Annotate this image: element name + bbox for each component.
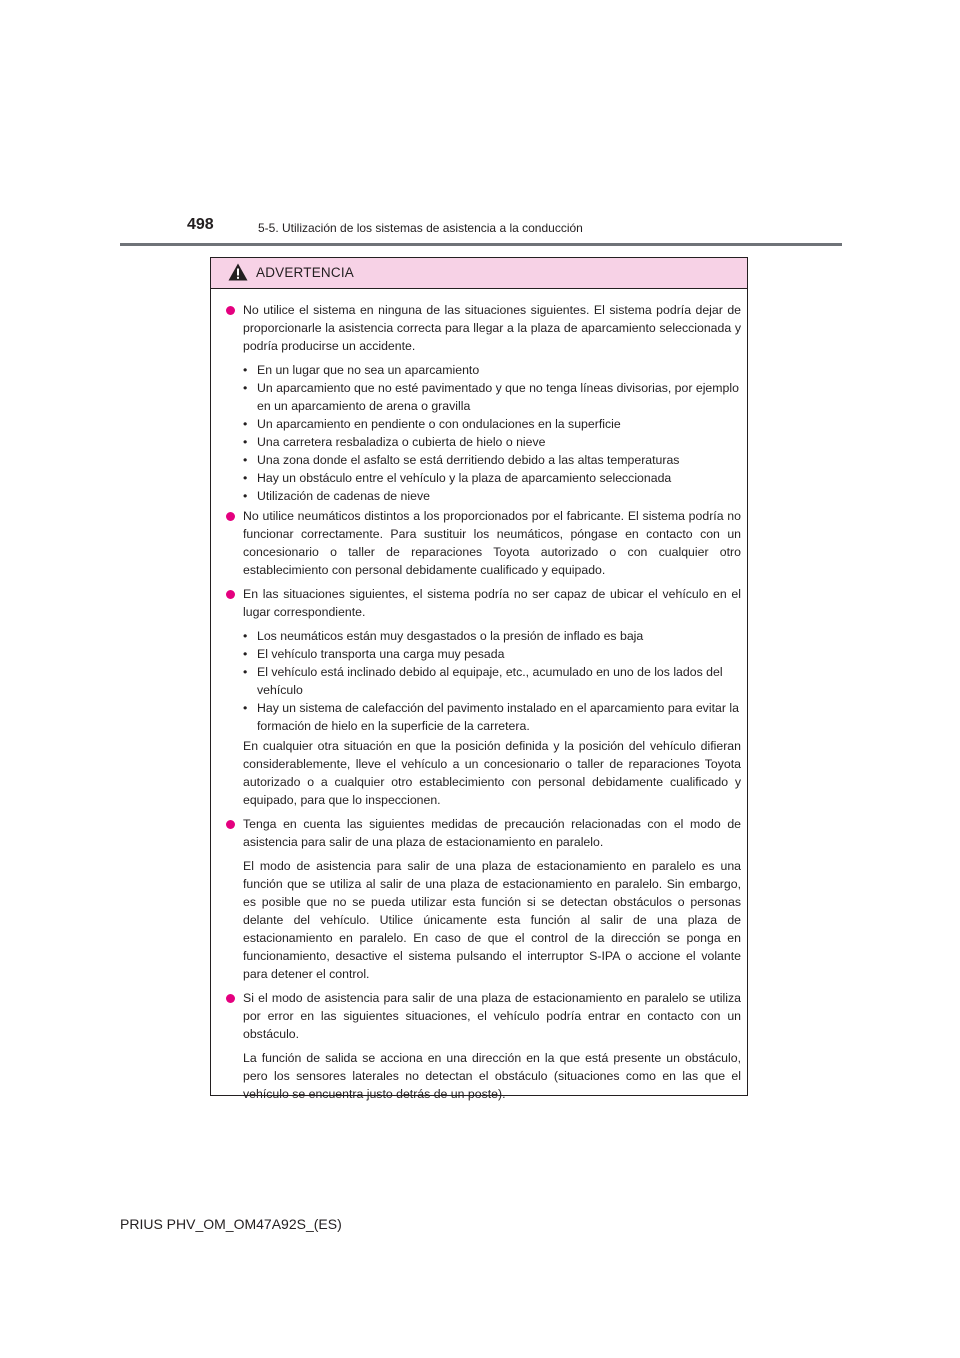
sub-list [243,627,741,735]
sub-list [243,361,741,505]
list-item: • El vehículo está inclinado debido al equipaje, etc., acumulado en uno de los lados del vehículo [243,663,741,699]
section-title: 5-5. Utilización de los sistemas de asistencia a la conducción [258,221,583,235]
list-item: • Un aparcamiento en pendiente o con ondulaciones en la superficie [243,415,741,433]
list-item: • Los neumáticos están muy desgastados o la presión de inflado es baja [243,627,741,645]
warning-paragraph: El modo de asistencia para salir de una plaza de estacionamiento en paralelo es una función que se utiliza al salir de una plaza de estacionamiento en paralelo. Sin embargo, es posible que no se pueda utilizar esta función si se detectan obstáculos o personas delante del vehículo. Utilice únicamente esta función al salir de una plaza de estacionamiento en paralelo. En caso de que el control de la dirección se ponga en funcionamiento, desactive el sistema pulsando el interruptor S-IPA o accione el volante para detener el control. [243,859,741,981]
warning-item-text: Tenga en cuenta las siguientes medidas de precaución relacionadas con el modo de asistencia para salir de una plaza de estacionamiento en paralelo. [243,817,741,849]
list-item: • Una zona donde el asfalto se está derritiendo debido a las altas temperaturas [243,451,741,469]
bullet-icon [226,820,235,829]
list-item: • Un aparcamiento que no esté pavimentado y que no tenga líneas divisorias, por ejemplo en un aparcamiento de arena o gravilla [243,379,741,415]
footer-code: PRIUS PHV_OM_OM47A92S_(ES) [120,1216,342,1232]
page-number: 498 [187,216,214,233]
list-item: • Una carretera resbaladiza o cubierta de hielo o nieve [243,433,741,451]
warning-header [211,258,747,289]
warning-item [223,989,741,1043]
list-item: • Utilización de cadenas de nieve [243,487,741,505]
warning-item [223,301,741,355]
bullet-icon [226,306,235,315]
warning-body [211,289,747,1103]
warning-item-text: En las situaciones siguientes, el sistema podría no ser capaz de ubicar el vehículo en el lugar correspondiente. [243,587,741,619]
list-item: • El vehículo transporta una carga muy pesada [243,645,741,663]
bullet-icon [226,994,235,1003]
warning-item-text: Si el modo de asistencia para salir de una plaza de estacionamiento en paralelo se utiliza por error en las siguientes situaciones, el vehículo podría entrar en contacto con un obstáculo. [243,991,741,1041]
warning-item [223,815,741,851]
warning-paragraph: La función de salida se acciona en una dirección en la que está presente un obstáculo, pero los sensores laterales no detectan el obstáculo (situaciones como en las que el vehículo se encuentra justo detrás de un poste). [243,1051,741,1101]
warning-title: ADVERTENCIA [256,265,354,280]
warning-item-text: No utilice neumáticos distintos a los proporcionados por el fabricante. El sistema podría no funcionar correctamente. Para sustituir los neumáticos, póngase en contacto con un concesionario o taller de reparaciones Toyota autorizado o con cualquier otro establecimiento con personal debidamente cualificado y equipado. [243,509,741,577]
list-item: • Hay un sistema de calefacción del pavimento instalado en el aparcamiento para evitar la formación de hielo en la superficie de la carretera. [243,699,741,735]
warning-paragraph: En cualquier otra situación en que la posición definida y la posición del vehículo difieran considerablemente, lleve el vehículo a un concesionario o taller de reparaciones Toyota autorizado o a cualquier otro establecimiento con personal debidamente cualificado y equipado, para que lo inspeccionen. [243,739,741,807]
list-item: • En un lugar que no sea un aparcamiento [243,361,741,379]
warning-item-text: No utilice el sistema en ninguna de las situaciones siguientes. El sistema podría dejar de proporcionarle la asistencia correcta para llegar a la plaza de aparcamiento seleccionada y podría producirse un accidente. [243,303,741,353]
header-rule [120,243,842,246]
list-item: • Hay un obstáculo entre el vehículo y la plaza de aparcamiento seleccionada [243,469,741,487]
warning-triangle-icon [228,263,248,281]
warning-item [223,507,741,579]
bullet-icon [226,590,235,599]
bullet-icon [226,512,235,521]
warning-item [223,585,741,621]
warning-box [210,257,748,1101]
